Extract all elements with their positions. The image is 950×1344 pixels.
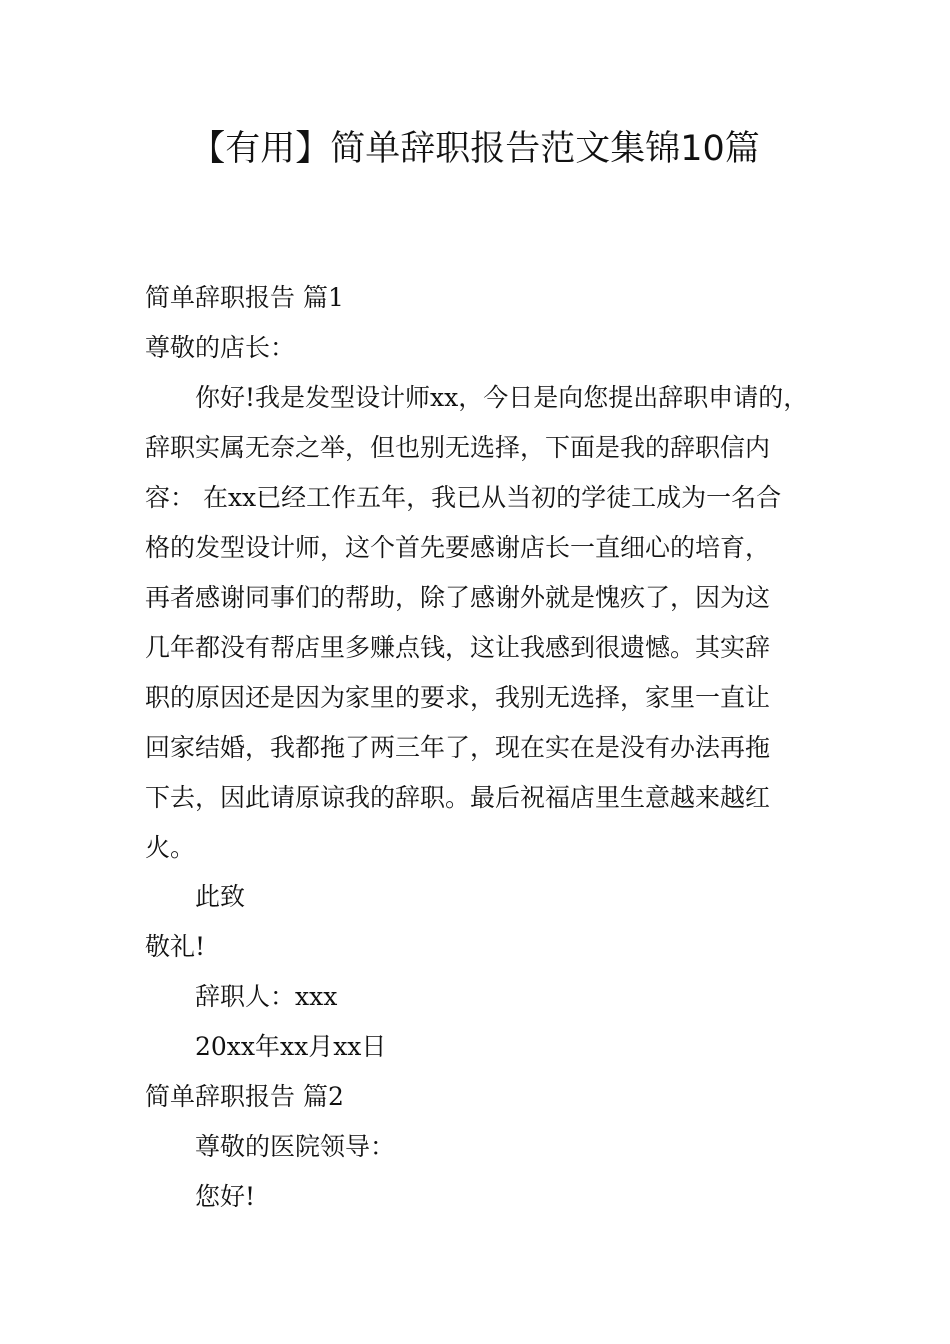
salutation: 尊敬的医院领导： <box>195 1132 396 1161</box>
body-line: 回家结婚，我都拖了两三年了，现在实在是没有办法再拖 <box>145 733 771 762</box>
body-line: 格的发型设计师，这个首先要感谢店长一直细心的培育， <box>145 533 771 562</box>
body-line: 再者感谢同事们的帮助，除了感谢外就是愧疚了，因为这 <box>145 583 771 612</box>
closing-line: 敬礼! <box>145 932 206 961</box>
body-line: 火。 <box>145 833 196 862</box>
body-line: 职的原因还是因为家里的要求，我别无选择，家里一直让 <box>145 683 771 712</box>
body-line: 辞职实属无奈之举，但也别无选择，下面是我的辞职信内 <box>145 433 771 462</box>
body-line: 几年都没有帮店里多赚点钱，这让我感到很遗憾。其实辞 <box>145 633 771 662</box>
signer-line: 辞职人：xxx <box>195 982 338 1011</box>
section-heading: 简单辞职报告 篇1 <box>145 283 344 312</box>
greeting: 您好! <box>195 1182 256 1211</box>
body-line: 容： 在xx已经工作五年，我已从当初的学徒工成为一名合 <box>145 483 782 512</box>
section-heading: 简单辞职报告 篇2 <box>145 1082 344 1111</box>
closing-line: 此致 <box>195 882 246 911</box>
date-line: 20xx年xx月xx日 <box>195 1032 387 1061</box>
body-line: 你好!我是发型设计师xx，今日是向您提出辞职申请的， <box>195 383 809 412</box>
body-line: 下去，因此请原谅我的辞职。最后祝福店里生意越来越红 <box>145 783 771 812</box>
document-title: 【有用】简单辞职报告范文集锦10篇 <box>190 129 760 169</box>
salutation: 尊敬的店长： <box>145 333 296 362</box>
